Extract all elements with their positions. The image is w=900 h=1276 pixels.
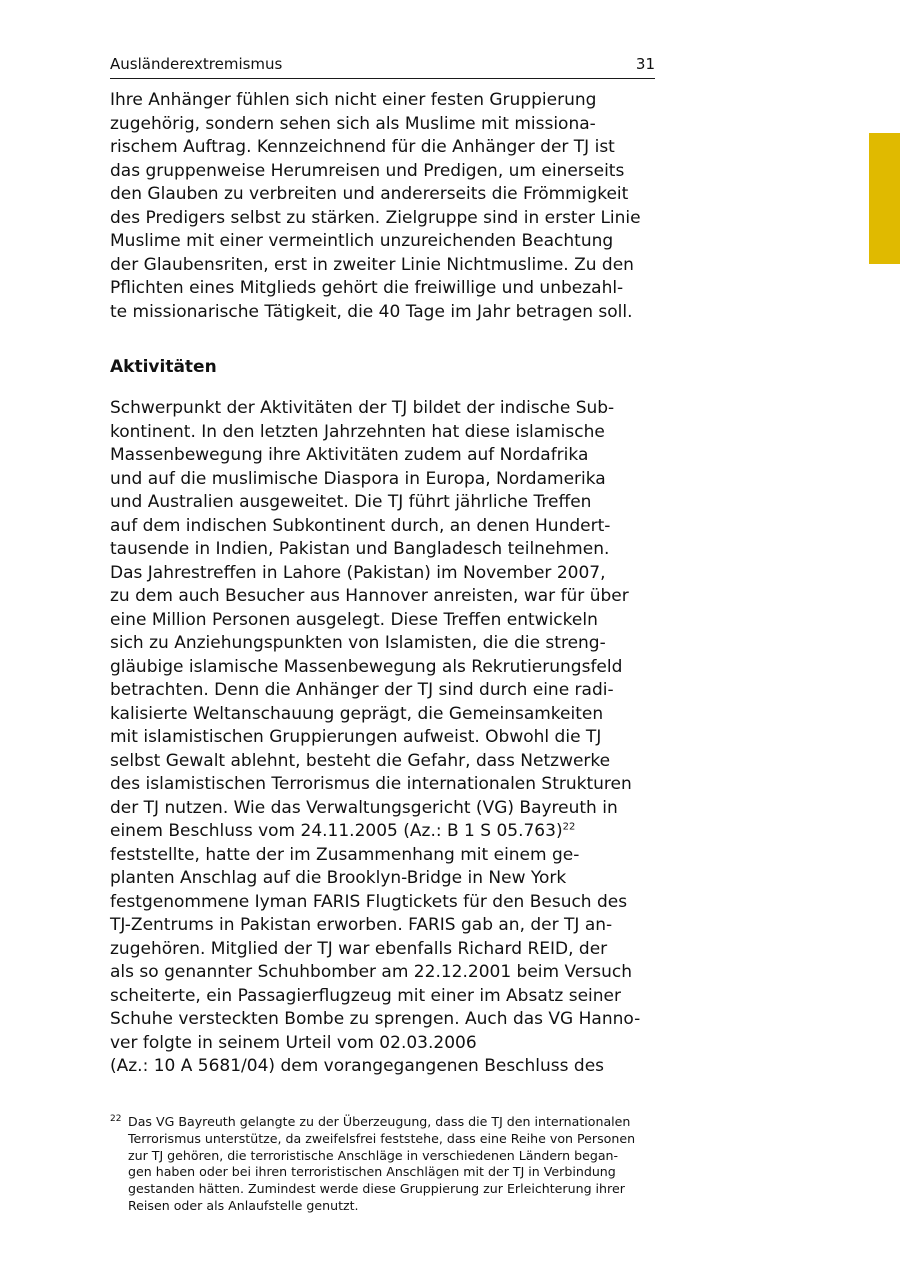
text-line: zugehören. Mitglied der TJ war ebenfalls Richard REID, der	[110, 938, 608, 959]
paragraph-intro	[110, 89, 660, 324]
text-line: Massenbewegung ihre Aktivitäten zudem auf Nordafrika	[110, 445, 589, 465]
text-line: als so genannter Schuhbomber am 22.12.2001 beim Versuch	[110, 962, 632, 982]
text-line: und auf die muslimische Diaspora in Europa, Nordamerika	[110, 468, 606, 489]
footnote-line: Das VG Bayreuth gelangte zu der Überzeugung, dass die TJ den internationalen	[128, 1114, 631, 1129]
footnote-line: gen haben oder bei ihren terroristischen Anschlägen mit der TJ in Verbindung	[128, 1164, 616, 1180]
text-line: mit islamistischen Gruppierungen aufweist. Obwohl die TJ	[110, 727, 602, 747]
text-line: Pflichten eines Mitglieds gehört die freiwillige und unbezahl-	[110, 278, 624, 298]
footnote-line: Terrorismus unterstütze, da zweifelsfrei feststehe, dass eine Reihe von Personen	[128, 1130, 636, 1146]
text-line: Das Jahrestreffen in Lahore (Pakistan) im November 2007,	[110, 562, 606, 583]
text-line: tausende in Indien, Pakistan und Bangladesch teilnehmen.	[110, 539, 610, 559]
text-line: Schuhe versteckten Bombe zu sprengen. Auch das VG Hanno-	[110, 1009, 641, 1029]
footnote-marker: 22	[110, 1114, 122, 1124]
page-number: 31	[635, 55, 655, 73]
text-line: rischem Auftrag. Kennzeichnend für die Anhänger der TJ ist	[110, 137, 615, 157]
footnote-line: Reisen oder als Anlaufstelle genutzt.	[128, 1197, 359, 1213]
text-line: te missionarische Tätigkeit, die 40 Tage im Jahr betragen soll.	[110, 301, 633, 322]
paragraph-activities	[110, 397, 660, 1079]
text-line-with-footnote-ref	[110, 820, 660, 844]
text-line: feststellte, hatte der im Zusammenhang mit einem ge-	[110, 844, 580, 865]
text-line: der Glaubensriten, erst in zweiter Linie Nichtmuslime. Zu den	[110, 254, 634, 275]
text-line: das gruppenweise Herumreisen und Predigen, um einerseits	[110, 160, 625, 181]
running-header	[110, 52, 655, 79]
text-line: kalisierte Weltanschauung geprägt, die Gemeinsamkeiten	[110, 703, 604, 724]
text-line: Muslime mit einer vermeintlich unzureichenden Beachtung	[110, 231, 614, 251]
text-line: (Az.: 10 A 5681/04) dem vorangegangenen Beschluss des	[110, 1056, 605, 1076]
text-line: des islamistischen Terrorismus die internationalen Strukturen	[110, 774, 632, 794]
text-line: und Australien ausgeweitet. Die TJ führt jährliche Treffen	[110, 492, 592, 512]
text-line: planten Anschlag auf die Brooklyn-Bridge in New York	[110, 868, 567, 888]
text-line: einem Beschluss vom 24.11.2005 (Az.: B 1 S 05.763)	[110, 821, 563, 841]
footnote-text	[128, 1114, 635, 1215]
chapter-tab-marker	[869, 133, 900, 264]
text-line: TJ-Zentrums in Pakistan erworben. FARIS gab an, der TJ an-	[110, 915, 613, 935]
text-line: gläubige islamische Massenbewegung als Rekrutierungsfeld	[110, 656, 623, 677]
text-line: kontinent. In den letzten Jahrzehnten hat diese islamische	[110, 421, 605, 442]
section-title: Ausländerextremismus	[110, 55, 283, 73]
text-line: den Glauben zu verbreiten und andererseits die Frömmigkeit	[110, 184, 629, 204]
text-line: sich zu Anziehungspunkten von Islamisten, die die streng-	[110, 633, 606, 653]
footnote-reference[interactable]: 22	[562, 821, 576, 833]
text-line: scheiterte, ein Passagierflugzeug mit einer im Absatz seiner	[110, 985, 621, 1006]
text-line: des Predigers selbst zu stärken. Zielgruppe sind in erster Linie	[110, 207, 641, 228]
footnote-line: zur TJ gehören, die terroristische Anschläge in verschiedenen Ländern began-	[128, 1147, 619, 1163]
text-line: zu dem auch Besucher aus Hannover anreisten, war für über	[110, 586, 629, 606]
footnote-line: gestanden hätten. Zumindest werde diese Gruppierung zur Erleichterung ihrer	[128, 1181, 625, 1197]
text-line: zugehörig, sondern sehen sich als Muslime mit missiona-	[110, 113, 596, 134]
text-line: eine Million Personen ausgelegt. Diese Treffen entwickeln	[110, 609, 598, 630]
text-line: auf dem indischen Subkontinent durch, an denen Hundert-	[110, 515, 611, 536]
text-line: betrachten. Denn die Anhänger der TJ sind durch eine radi-	[110, 680, 614, 700]
text-line: selbst Gewalt ablehnt, besteht die Gefahr, dass Netzwerke	[110, 750, 611, 771]
section-heading-aktivitaeten: Aktivitäten	[110, 357, 217, 377]
text-line: ver folgte in seinem Urteil vom 02.03.2006	[110, 1032, 477, 1053]
text-line: festgenommene Iyman FARIS Flugtickets für den Besuch des	[110, 891, 628, 912]
text-line: Schwerpunkt der Aktivitäten der TJ bildet der indische Sub-	[110, 398, 615, 418]
text-line: Ihre Anhänger fühlen sich nicht einer festen Gruppierung	[110, 90, 597, 110]
text-line: der TJ nutzen. Wie das Verwaltungsgericht (VG) Bayreuth in	[110, 797, 618, 818]
